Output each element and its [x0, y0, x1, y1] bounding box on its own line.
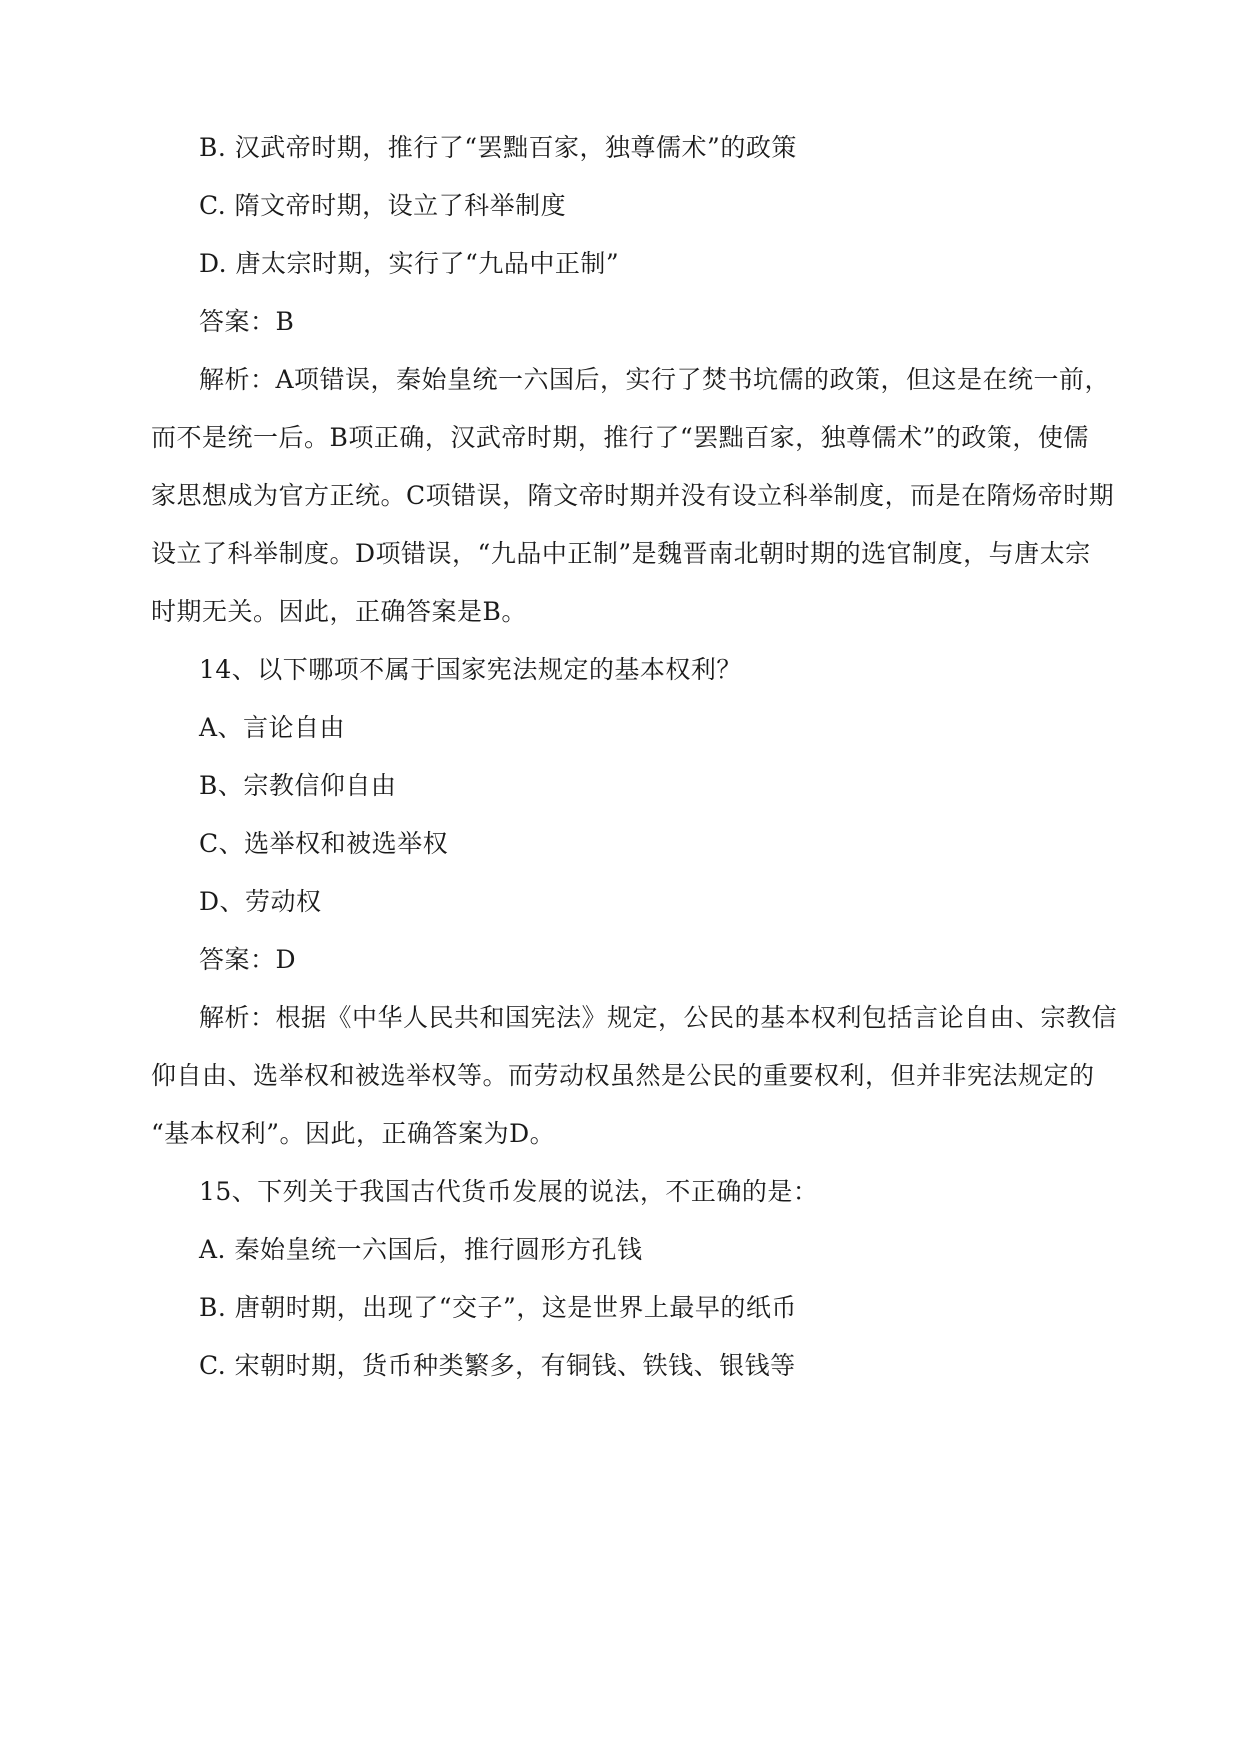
q13-option-c: C. 隋文帝时期，设立了科举制度	[199, 191, 567, 220]
q13-analysis-line-4: 设立了科举制度。D项错误，“九品中正制”是魏晋南北朝时期的选官制度，与唐太宗	[151, 539, 1091, 568]
q14-answer: 答案：D	[199, 945, 297, 974]
q13-analysis-line-1: 解析：A项错误，秦始皇统一六国后，实行了焚书坑儒的政策，但这是在统一前，	[199, 365, 1111, 394]
q14-option-a: A、言论自由	[199, 713, 346, 742]
q14-option-c: C、选举权和被选举权	[199, 829, 449, 858]
q14-analysis-line-2: 仰自由、选举权和被选举权等。而劳动权虽然是公民的重要权利，但并非宪法规定的	[151, 1061, 1095, 1090]
q15-option-b: B. 唐朝时期，出现了“交子”，这是世界上最早的纸币	[199, 1293, 797, 1322]
q15-option-a: A. 秦始皇统一六国后，推行圆形方孔钱	[199, 1235, 643, 1264]
q14-analysis-line-1: 解析：根据《中华人民共和国宪法》规定，公民的基本权利包括言论自由、宗教信	[199, 1003, 1118, 1032]
q13-option-d: D. 唐太宗时期，实行了“九品中正制”	[199, 249, 620, 278]
q13-analysis-line-5: 时期无关。因此，正确答案是B。	[151, 597, 527, 626]
q13-analysis-line-2: 而不是统一后。B项正确，汉武帝时期，推行了“罢黜百家，独尊儒术”的政策，使儒	[151, 423, 1089, 452]
q14-question: 14、以下哪项不属于国家宪法规定的基本权利？	[199, 655, 742, 684]
q13-analysis-line-3: 家思想成为官方正统。C项错误，隋文帝时期并没有设立科举制度，而是在隋炀帝时期	[151, 481, 1115, 510]
q14-analysis-line-3: “基本权利”。因此，正确答案为D。	[151, 1119, 556, 1148]
q15-question: 15、下列关于我国古代货币发展的说法，不正确的是：	[199, 1177, 819, 1206]
q13-answer: 答案：B	[199, 307, 295, 336]
q14-option-d: D、劳动权	[199, 887, 322, 916]
q15-option-c: C. 宋朝时期，货币种类繁多，有铜钱、铁钱、银钱等	[199, 1351, 796, 1380]
q14-option-b: B、宗教信仰自由	[199, 771, 397, 800]
q13-option-b: B. 汉武帝时期，推行了“罢黜百家，独尊儒术”的政策	[199, 133, 797, 162]
